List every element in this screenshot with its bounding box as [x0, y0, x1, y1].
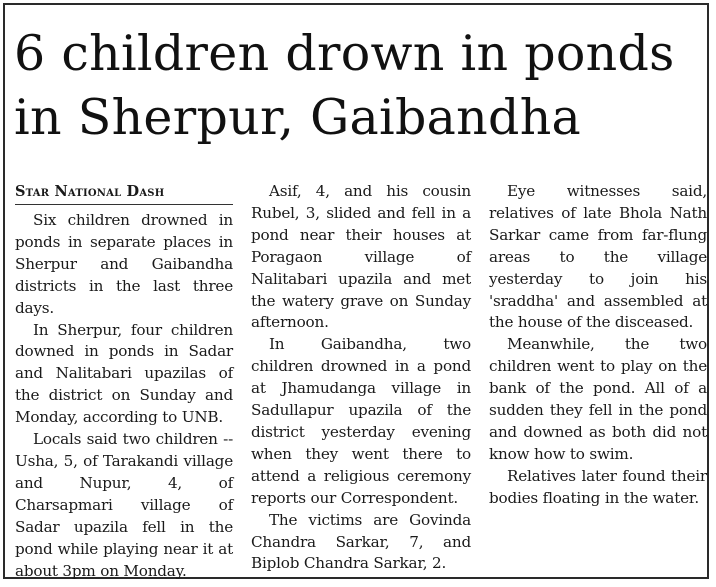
- paragraph-9: Relatives later found their bodies floating in the water.: [489, 466, 707, 507]
- paragraph-1: Six children drowned in ponds in separate places in Sherpur and Gaibandha districts in the last three days.: [15, 211, 233, 317]
- column-3: [489, 181, 707, 510]
- paragraph-2: In Sherpur, four children downed in ponds in Sadar and Nalitabari upazilas of the district on Sunday and Monday, according to UNB.: [15, 320, 233, 427]
- paragraph-4: Asif, 4, and his cousin Rubel, 3, slided and fell in a pond near their houses at Poragaon village of Nalitabari upazila and met the watery grave on Sunday afternoon.: [251, 182, 471, 332]
- headline-line-2: in Sherpur, Gaibandha: [14, 89, 582, 146]
- column-1: [15, 181, 233, 582]
- paragraph-6: The victims are Govinda Chandra Sarkar, 7, and Biplob Chandra Sarkar, 2.: [251, 510, 471, 573]
- column-2: [251, 181, 471, 575]
- headline-line-1: 6 children drown in ponds: [14, 25, 675, 82]
- byline: Star National Dash: [15, 181, 233, 205]
- paragraph-7: Eye witnesses said, relatives of late Bhola Nath Sarkar came from far-flung areas to the village yesterday to join his 'sraddha' and assembled at the house of the disceased.: [489, 182, 707, 332]
- paragraph-8: Meanwhile, the two children went to play on the bank of the pond. All of a sudden they fell in the pond and downed as both did not know how to swim.: [489, 335, 707, 463]
- paragraph-5: In Gaibandha, two children drowned in a pond at Jhamudanga village in Sadullapur upazila of the district yesterday evening when they went there to attend a religious ceremony reports our Correspondent.: [251, 335, 471, 507]
- paragraph-3: Locals said two children -- Usha, 5, of Tarakandi village and Nupur, 4, of Charsapmari village of Sadar upazila fell in the pond while playing near it at about 3pm on Monday.: [15, 430, 233, 580]
- headline: [14, 22, 704, 150]
